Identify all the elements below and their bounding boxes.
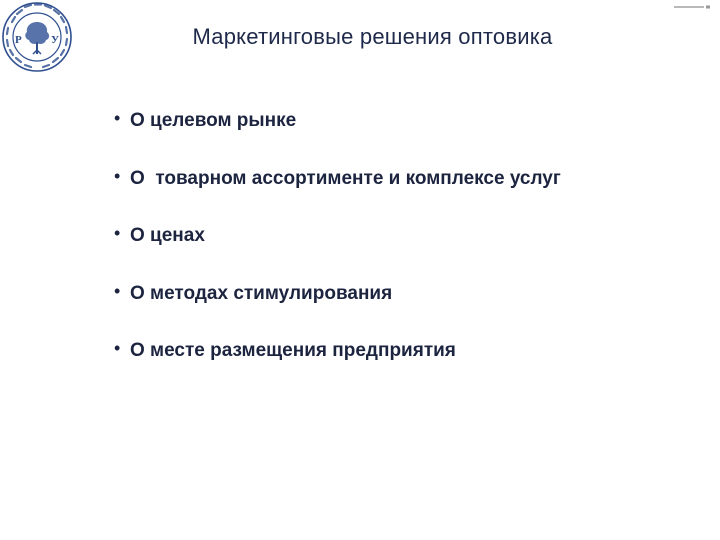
bullet-dot-icon: • xyxy=(114,165,121,186)
bullet-dot-icon: • xyxy=(114,223,121,243)
bullet-list xyxy=(114,110,561,398)
bullet-text: О товарном ассортименте и комплексе услуг xyxy=(130,167,561,189)
bullet-item xyxy=(114,340,561,398)
bullet-text: О месте размещения предприятия xyxy=(130,340,456,361)
corner-mark xyxy=(674,4,712,10)
university-seal-icon xyxy=(0,0,74,74)
svg-text:У: У xyxy=(51,34,60,46)
slide-title: Маркетинговые решения оптовика xyxy=(192,24,553,49)
bullet-dot-icon: • xyxy=(114,280,121,301)
bullet-text: О целевом рынке xyxy=(130,110,297,131)
bullet-item xyxy=(114,165,561,226)
bullet-dot-icon: • xyxy=(114,338,121,358)
bullet-dot-icon: • xyxy=(114,108,121,128)
bullet-text: О методах стимулирования xyxy=(130,282,393,304)
bullet-item xyxy=(114,225,561,283)
svg-text:Р: Р xyxy=(15,34,22,46)
bullet-item xyxy=(114,110,561,168)
bullet-text: О ценах xyxy=(130,225,205,246)
bullet-item xyxy=(114,280,561,341)
